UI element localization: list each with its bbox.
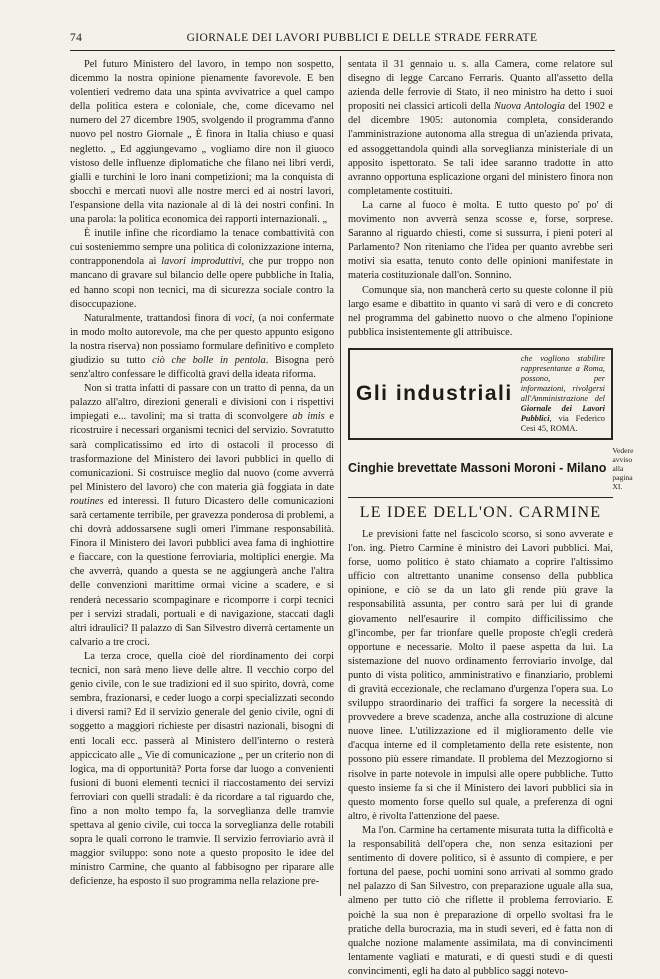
ad-headline: Gli industriali bbox=[356, 381, 513, 405]
paragraph: Le previsioni fatte nel fascicolo scorso, si sono avverate e l'on. ing. Pietro Carmine è ministro dei Lavori pubblici. Mai, forse, uomo politico è stato chiamato a coprire l'altissimo ufficio con altrettanto unanime consenso della pubblica opinione, e ciò se da un lato gli rende più grave la responsabilità assunta, per contro sarà per lui di grande giovamento nell'esaurire il compito difficilissimo che gl'incombe, per far trionfare quelle proposte ch'egli crederà opportune e necessarie. Molto il paese aspetta da lui. La sistemazione del nuovo ordinamento ferroviario involge, dal punto di vista politico, amministrativo e finanziario, problemi di gravità eccezionale, che reclamano d'urgenza l'opera sua. Lo sviluppo straordinario dei traffici fa sorgere la necessità di provvedere a breve scadenza, anche alla costruzione di alcune nuove linee. L'utilizzazione ed il miglioramento delle vie d'acqua interne ed il completamento della rete esistente, non possono più essere rimandate. Il problema del Mezzogiorno si risolve in parte notevole in impulsi alle opere pubbliche. Tutto questo insieme fa sì che il Ministero dei lavori pubblici sia in questo momento forse quello sul quale, a preferenza di ogni altro, è rivolta l'attenzione del paese. bbox=[348, 528, 613, 822]
advertisement-cinghie bbox=[348, 445, 634, 498]
ad-headline: Cinghie brevettate Massoni Moroni - Milano bbox=[348, 461, 607, 476]
text-run: sentata il 31 gennaio u. s. alla Camera, come relatore sul disegno di legge Carcano Ferraris. Quanto all'assetto della azienda delle ferrovie di Stato, il neo ministro ha detto i suoi propositi nei classici articoli della bbox=[348, 59, 613, 113]
paragraph bbox=[70, 382, 334, 650]
italic-run: routines bbox=[70, 495, 104, 507]
italic-run: ab imis bbox=[292, 411, 325, 423]
paragraph bbox=[70, 312, 334, 382]
text-run: ed interessi. Il futuro Dicastero delle comunicazioni sarà certamente terribile, per gravezza ponderosa di problemi, a chi dovrà addossarsene sugli omeri l'immane responsabilità. Finora il Ministero dei lavori pubblici avea fama di inghiottire e fiaccare, con la questione ferroviaria, moltiplici energie. Ma che avverrà, quando a questa se ne aggiungerà anche l'altra delle convenzioni marittime ormai vicine a scadere, e si renderà necessario scompaginare e ricomporre i corpi tecnici per i servizi stradali, portuali e di navigazione, staccati dagli altri idraulici? Il palazzo di San Silvestro diverrà certamente un calvario a tre croci. bbox=[70, 495, 334, 648]
ad-address: , via Federico Cesi 45, ROMA. bbox=[520, 413, 605, 433]
text-run: e ricostruire i necessari organismi tecnici del servizio. Sovratutto sarà complicatissimo ed irto di ostacoli il processo di trasformazione del Ministero dei lavori pubblici in quello di comunicazioni. Si costruisce meglio dal nuovo (come avverrà pel Ministero del lavoro) che con materia già foggiata in date bbox=[70, 411, 334, 493]
italic-run: voci bbox=[234, 312, 253, 324]
text-run: , che pur troppo non mancano di gravare sul bilancio delle opere pubbliche in Italia, ed hanno scopi non tecnici, ma di sicurezza sociale contro la disoccupazione. bbox=[70, 256, 334, 310]
paragraph bbox=[70, 58, 334, 227]
ad-organization: Giornale dei Lavori Pubblici bbox=[520, 403, 605, 423]
italic-run: lavori improduttivi bbox=[161, 256, 242, 268]
text-run: Pel futuro Ministero del lavoro, in tempo non sospetto, dicemmo la nostra opinione pienamente favorevole. E ben volentieri vedremo data una spinta avvivatrice a quel campo della politica estera e coloniale, che, come dicevamo nel numero del 27 dicembre 1905, svolgendo il programma d'anno nuovo pel nostro Giornale „ È finora in Italia chiuso e quasi negletto. „ Ed aggiungevamo „ vogliamo dire non il giuoco vistoso delle influenze diplomatiche che filano nei libri verdi, gialli e turchini le loro inani competizioni; ma la conquista di sbocchi e mercati nuovi alle nostre merci ed ai nostri lavori, l'espansione della vita nazionale al di là dei nostri confini. In una parola: la politica economica dei rapporti internazionali. „ bbox=[70, 59, 334, 226]
text-run: , (a noi confermate in modo molto autorevole, ma che per questo appunto esigono la nostra riserva) non possiamo formulare definitivo e completo giudizio su tutto bbox=[70, 312, 334, 366]
paragraph bbox=[70, 227, 334, 312]
page-number: 74 bbox=[70, 32, 83, 44]
scan-edge-marks bbox=[628, 20, 650, 880]
text-run: Non si tratta infatti di passare con un tratto di penna, da un palazzo all'altro, direzioni generali e divisioni con i rispettivi impiegati e... tavolini; ma si tratta di sconvolgere bbox=[70, 383, 334, 423]
paragraph: Comunque sia, non mancherà certo su queste colonne il più largo esame e dibattito in quanto vi sarà di vero e di concreto nel programma del gabinetto nuovo o che almeno l'opinione pubblica insistentemente gli attribuisce. bbox=[348, 284, 613, 338]
paragraph: Ma l'on. Carmine ha certamente misurata tutta la difficoltà e la responsabilità dell'opera che, non senza esitazioni per sentimento di dovere politico, si è assunto di compiere, e per fortuna del paese, pochi uomini sono arrivati al sommo grado nel palazzo di San Silvestro, con preparazione uguale alla sua, almeno per tutto ciò che riflette il problema ferroviario. E poichè la sua non è preparazione di orpello svoltasi fra le pratiche della burocrazia, ma in studi severi, ed è fatta non di qualche nozione malamente assimilata, ma di convincimenti lentamente vagliati e maturati, e di questi studi e di questi convincimenti, egli ha dato al pubblico saggi notevo- bbox=[348, 824, 613, 977]
paragraph bbox=[70, 650, 334, 890]
paragraph: La carne al fuoco è molta. E tutto questo po' po' di movimento non avverrà senza scosse e, forse, sorprese. Saranno al riguardo chiesti, come si sussurra, i pieni poteri al Parlamento? Non riteniamo che l'idea per quanto avrebbe seri motivi sia esatta, tenuto conto delle opinioni manifestate in materia costituzionale dall'on. Sonnino. bbox=[348, 199, 613, 282]
text-run: . Bisogna però senz'altro confessare le difficoltà gravi della ideata riforma. bbox=[70, 354, 335, 381]
text-run: del 1902 e del dicembre 1905: autonomia completa, considerando l'amministrazione autonoma alla stregua di un'azienda privata, ed assoggettandola quindi alla sorveglianza ministeriale di un apposito ispettorato. Se tali idee saranno tradotte in atto avranno opportuna esplicazione organi del ministero finora non completamente costituiti. bbox=[348, 101, 613, 197]
left-column bbox=[70, 58, 334, 890]
page-header bbox=[70, 32, 610, 48]
text-run: Naturalmente, trattandosi finora di bbox=[84, 312, 235, 324]
ad-note: Vedere avviso alla pagina XI. bbox=[612, 445, 634, 491]
column-divider bbox=[340, 56, 341, 896]
ad-body bbox=[521, 354, 605, 434]
running-title: GIORNALE DEI LAVORI PUBBLICI E DELLE STRADE FERRATE bbox=[186, 32, 538, 44]
italic-run: Nuova Antologia bbox=[494, 101, 566, 113]
right-column bbox=[348, 58, 634, 979]
ad-slogan: che vogliono stabilire rappresentanze a Roma, possono, per informazioni, rivolgersi all'Amministrazione del bbox=[520, 353, 605, 403]
text-run: La terza croce, quella cioè del riordinamento dei corpi tecnici, non sarà meno lieve delle altre. Il vecchio corpo del genio civile, con le sue tradizioni ed il suo spirito, dovrà, come sembra, frazionarsi, e ceder luogo a corpi specializzati secondo i diversi rami? Ed il servizio generale del genio civile, ogni di soggetto a maggiori richieste per disastri nazionali, bisogni di enti locali ecc. passerà al Ministero dell'interno o resterà appiccicato alle „ Vie di comunicazione „ per un criterio non di logica, ma di opportunità? Porta forse dar luogo a convenienti fusioni di buoni elementi tecnici il riaccostamento dei servizi ferroviari con quelli stradali: è da ricordare a tal riguardo che, fino a non molto tempo fa, la sorveglianza delle tramvie spettava al genio civile, cui tocca la sorveglianza delle rotabili sopra le quali corrono le tramvie. Il servizio ferroviario avrà il maggior sviluppo: sono note a questo proposito le idee del ministro Carmine, che quanto al fabbisogno per riparare alle deficienze, ha esposto il suo programma nella relazione pre- bbox=[70, 650, 334, 888]
paragraph bbox=[348, 58, 613, 199]
advertisement-industriali bbox=[348, 348, 613, 440]
italic-run: ciò che bolle in pentola bbox=[152, 354, 266, 366]
text-run: È inutile infine che ricordiamo la tenace combattività con cui sosteniemmo sempre una politica di colonizzazione interna, contrapponendola ai bbox=[70, 228, 334, 268]
header-rule bbox=[70, 50, 615, 51]
article-title: LE IDEE DELL'ON. CARMINE bbox=[359, 503, 602, 521]
